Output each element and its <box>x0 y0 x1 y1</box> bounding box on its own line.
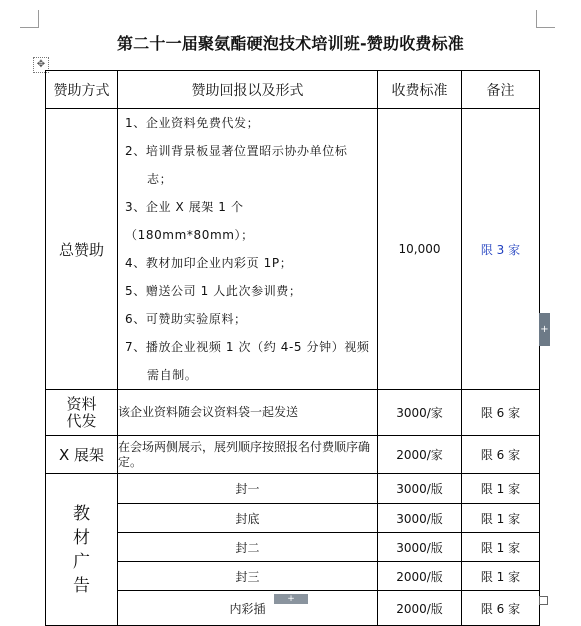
list-item: 4、教材加印企业内彩页 1P； <box>125 256 293 270</box>
materials-description: 该企业资料随会议资料袋一起发送 <box>118 390 378 436</box>
materials-note: 限 6 家 <box>462 390 540 436</box>
header-fee: 收费标准 <box>378 71 462 109</box>
header-note: 备注 <box>462 71 540 109</box>
move-cross-icon[interactable]: ✥ <box>33 57 49 73</box>
general-reward-list <box>118 109 377 389</box>
table-row <box>46 562 540 591</box>
textbook-ad-note: 限 1 家 <box>462 562 540 591</box>
header-method: 赞助方式 <box>46 71 118 109</box>
sponsorship-table <box>45 70 540 626</box>
crop-mark-top-right-horizontal <box>536 27 555 28</box>
textbook-ad-note: 限 1 家 <box>462 533 540 562</box>
crop-mark-top-left-horizontal <box>20 27 39 28</box>
materials-fee: 3000/家 <box>378 390 462 436</box>
crop-mark-top-left-vertical <box>38 10 39 28</box>
xstand-fee: 2000/家 <box>378 436 462 474</box>
textbook-ad-label: 内彩插 <box>118 591 378 626</box>
textbook-ad-note: 限 1 家 <box>462 504 540 533</box>
textbook-ad-label: 封三 <box>118 562 378 591</box>
general-note: 限 3 家 <box>462 109 540 390</box>
list-item: 2、培训背景板显著位置昭示协办单位标 志； <box>125 144 348 186</box>
xstand-description: 在会场两侧展示，展列顺序按照报名付费顺序确定。 <box>118 436 378 474</box>
header-reward: 赞助回报以及形式 <box>118 71 378 109</box>
category-materials-line2: 代发 <box>66 411 97 430</box>
textbook-ad-fee: 2000/版 <box>378 591 462 626</box>
crop-mark-top-right-vertical <box>536 10 537 28</box>
list-item: 7、播放企业视频 1 次（约 4-5 分钟）视频 需自制。 <box>125 340 370 382</box>
textbook-ad-label: 封一 <box>118 474 378 504</box>
textbook-ad-fee: 3000/版 <box>378 504 462 533</box>
textbook-ad-note: 限 1 家 <box>462 474 540 504</box>
textbook-ad-note: 限 6 家 <box>462 591 540 626</box>
table-row-general <box>46 109 540 390</box>
table-row-materials <box>46 390 540 436</box>
table-row <box>46 474 540 504</box>
list-item: 3、企业 X 展架 1 个（180mm*80mm）； <box>125 200 254 242</box>
general-reward-cell <box>118 109 378 390</box>
category-general: 总赞助 <box>46 109 118 390</box>
add-column-plus-icon[interactable]: + <box>539 313 550 346</box>
list-item: 5、赠送公司 1 人此次参训费； <box>125 284 302 298</box>
table-row <box>46 504 540 533</box>
textbook-ad-fee: 3000/版 <box>378 533 462 562</box>
table-row-xstand <box>46 436 540 474</box>
textbook-ad-fee: 2000/版 <box>378 562 462 591</box>
document-title: 第二十一届聚氨酯硬泡技术培训班-赞助收费标准 <box>116 34 465 53</box>
table-row <box>46 533 540 562</box>
add-row-plus-icon[interactable]: + <box>274 594 308 604</box>
textbook-ad-label: 封底 <box>118 504 378 533</box>
table-header-row <box>46 71 540 109</box>
list-item: 1、企业资料免费代发； <box>125 116 260 130</box>
textbook-ad-fee: 3000/版 <box>378 474 462 504</box>
table-resize-handle[interactable] <box>539 596 548 605</box>
category-materials-line1: 资料 <box>66 394 97 413</box>
textbook-ad-label: 封二 <box>118 533 378 562</box>
list-item: 6、可赞助实验原料； <box>125 312 247 326</box>
category-textbook: 教 材 广 告 <box>46 474 118 626</box>
general-fee: 10,000 <box>378 109 462 390</box>
xstand-note: 限 6 家 <box>462 436 540 474</box>
category-materials <box>46 390 118 436</box>
category-xstand: X 展架 <box>46 436 118 474</box>
